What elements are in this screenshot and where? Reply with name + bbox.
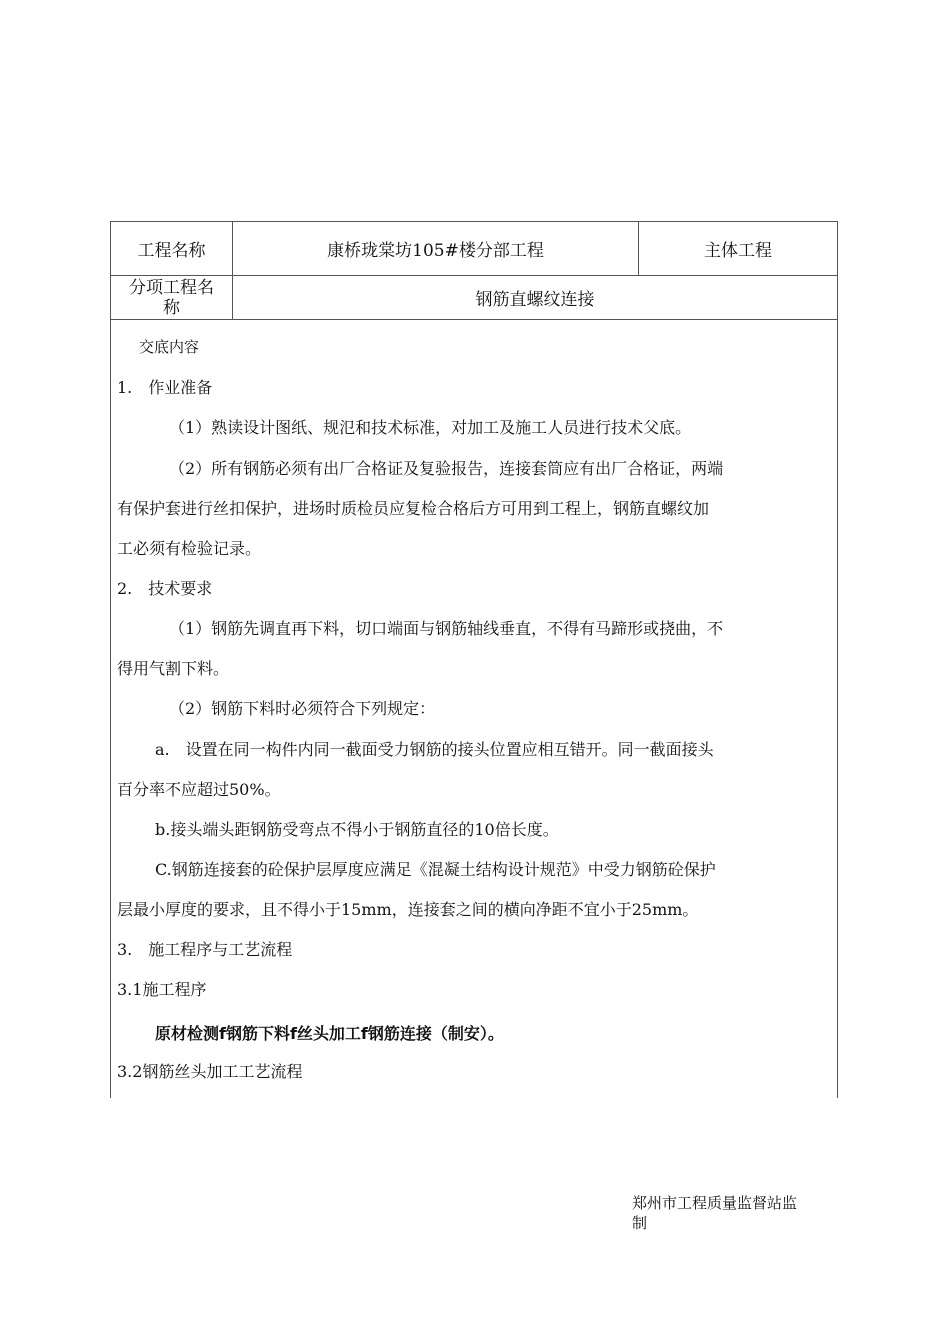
content-heading: 交底内容	[139, 338, 200, 356]
section-3-1-title: 3.1施工程序	[117, 980, 207, 999]
sub-item-label-line1: 分项工程名	[129, 277, 214, 298]
rule-a-line1: a. 设置在同一构件内同一截面受力钢筋的接头位置应相互错开。同一截面接头	[155, 740, 714, 759]
work-category-value: 主体工程	[638, 222, 837, 275]
project-name-row	[110, 221, 838, 276]
project-name-value: 康桥珑棠坊105#楼分部工程	[232, 222, 638, 275]
sub-item-value: 钢筋直螺纹连接	[232, 276, 837, 319]
rule-b: b.接头端头距钢筋受弯点不得小于钢筋直径的10倍长度。	[155, 820, 559, 839]
section-1-item-2-line3: 工必须有检验记录。	[117, 539, 262, 558]
rule-a-line2: 百分率不应超过50%。	[117, 780, 281, 799]
footer-issuer	[632, 1193, 832, 1233]
footer-line2: 制	[632, 1214, 648, 1232]
rule-c-line2: 层最小厚度的要求，且不得小于15mm，连接套之间的横向净距不宜小于25mm。	[117, 900, 699, 919]
section-2-item-2: （2）钢筋下料时必须符合下列规定：	[169, 699, 436, 718]
construction-procedure-flow: 原材检测f钢筋下料f丝头加工f钢筋连接（制安）。	[155, 1024, 504, 1043]
sub-item-label	[111, 276, 232, 319]
section-3-title: 3. 施工程序与工艺流程	[117, 940, 293, 959]
footer-line1: 郑州市工程质量监督站监	[632, 1194, 798, 1212]
sub-item-label-line2: 称	[163, 297, 180, 318]
project-name-label: 工程名称	[137, 241, 206, 261]
section-2-item-1-line1: （1）钢筋先调直再下料，切口端面与钢筋轴线垂直，不得有马蹄形或挠曲，不	[169, 619, 724, 638]
section-1-item-2-line1: （2）所有钢筋必须有出厂合格证及复验报告，连接套筒应有出厂合格证，两端	[169, 459, 724, 478]
section-2-item-1-line2: 得用气割下料。	[117, 659, 230, 678]
section-1-title: 1. 作业准备	[117, 378, 213, 397]
section-1-item-1: （1）熟读设计图纸、规氾和技术标准，对加工及施工人员进行技术父底。	[169, 418, 692, 437]
rule-c-line1: C.钢筋连接套的砼保护层厚度应满足《混凝土结构设计规范》中受力钢筋砼保护	[155, 860, 716, 879]
sub-item-row	[110, 275, 838, 320]
section-3-2-title: 3.2钢筋丝头加工工艺流程	[117, 1062, 303, 1081]
disclosure-content	[110, 319, 838, 1098]
section-1-item-2-line2: 有保护套进行丝扣保护，进场时质检员应复检合格后方可用到工程上，钢筋直螺纹加	[117, 499, 710, 518]
section-2-title: 2. 技术要求	[117, 579, 213, 598]
